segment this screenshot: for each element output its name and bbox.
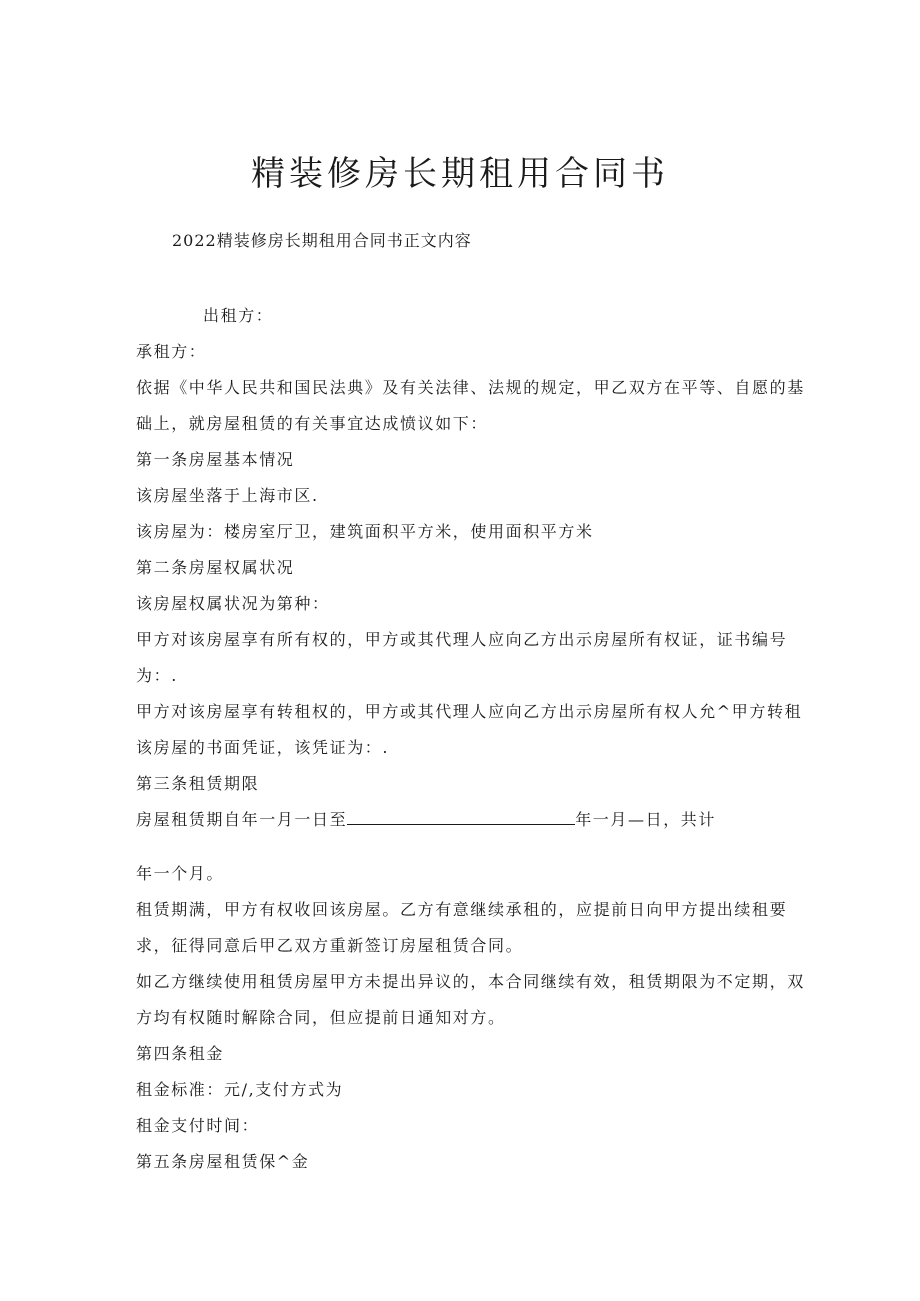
document-subtitle: 2022精装修房长期租用合同书正文内容 — [172, 231, 472, 250]
body-line: 甲方对该房屋享有转租权的，甲方或其代理人应向乙方出示房屋所有权人允^甲方转租 — [136, 702, 803, 721]
body-line: 租赁期满，甲方有权收回该房屋。乙方有意继续承租的，应提前日向甲方提出续租要 — [136, 900, 788, 919]
body-line: 方均有权随时解除合同，但应提前日通知对方。 — [136, 1008, 506, 1027]
body-line: 为：. — [136, 666, 178, 685]
body-line: 该房屋的书面凭证，该凭证为：. — [136, 738, 390, 757]
lessee-line: 承租方： — [136, 342, 207, 361]
body-line: 租金支付时间： — [136, 1116, 260, 1135]
body-line: 该房屋权属状况为第种： — [136, 594, 330, 613]
lease-term-start: 房屋租赁期自年一月一日至 — [136, 810, 348, 829]
article-heading: 第五条房屋租赁保^金 — [136, 1152, 310, 1171]
body-line: 求，征得同意后甲乙双方重新签订房屋租赁合同。 — [136, 936, 524, 955]
lessor-line: 出租方： — [203, 306, 274, 325]
lease-term-line — [136, 802, 786, 838]
lease-term-end: 年一月—日，共计 — [575, 810, 717, 829]
body-line: 该房屋为：楼房室厅卫，建筑面积平方米，使用面积平方米 — [136, 522, 594, 541]
document-title: 精装修房长期租用合同书 — [251, 154, 669, 194]
body-line: 租金标准：元/,支付方式为 — [136, 1080, 344, 1099]
body-line: 年一个月。 — [136, 864, 225, 883]
article-heading: 第二条房屋权属状况 — [136, 558, 295, 577]
article-heading: 第三条租赁期限 — [136, 774, 260, 793]
body-line: 础上，就房屋租赁的有关事宜达成愤议如下： — [136, 414, 489, 433]
blank-underline — [347, 810, 575, 825]
body-line: 该房屋坐落于上海市区. — [136, 486, 319, 505]
article-heading: 第四条租金 — [136, 1044, 225, 1063]
article-heading: 第一条房屋基本情况 — [136, 450, 295, 469]
document-body — [136, 298, 805, 1180]
body-line: 依据《中华人民共和国民法典》及有关法律、法规的规定，甲乙双方在平等、自愿的基 — [136, 378, 805, 397]
body-line: 如乙方继续使用租赁房屋甲方未提出异议的，本合同继续有效，租赁期限为不定期，双 — [136, 972, 805, 991]
body-line: 甲方对该房屋享有所有权的，甲方或其代理人应向乙方出示房屋所有权证，证书编号 — [136, 630, 788, 649]
